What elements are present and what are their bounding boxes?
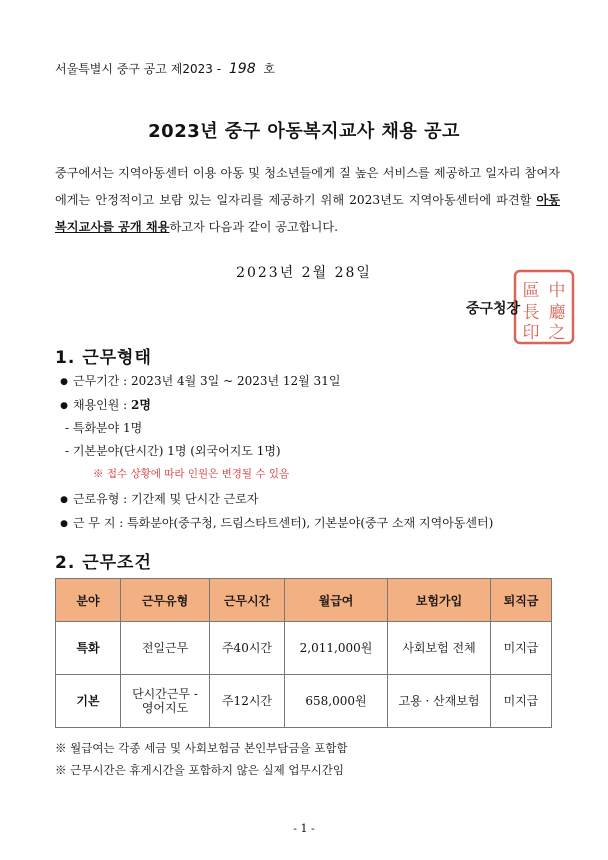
- cell-salary: 658,000원: [285, 675, 388, 728]
- cell-work-type: 전일근무: [121, 622, 210, 675]
- cell-insurance: 고용 · 산재보험: [388, 675, 491, 728]
- type-text: 근로유형 : 기간제 및 단시간 근로자: [73, 492, 259, 506]
- table-header-row: [56, 579, 552, 622]
- note-salary: ※ 월급여는 각종 세금 및 사회보험금 본인부담금을 포함함: [55, 741, 348, 755]
- bullet-icon: ●: [60, 376, 68, 387]
- cell-salary: 2,011,000원: [285, 622, 388, 675]
- notice-number-handwritten: 198: [228, 61, 256, 77]
- cell-severance: 미지급: [491, 675, 552, 728]
- signer: 중구청장: [466, 301, 521, 317]
- work-conditions-table: [55, 578, 552, 728]
- intro-emphasis: 아동복지교사를 공개 채용: [55, 193, 560, 234]
- table-notes: [55, 737, 348, 781]
- header-insurance: 보험가입: [388, 579, 491, 622]
- list-item-location: [55, 514, 493, 531]
- svg-text:廳: 廳: [548, 303, 566, 323]
- list-item-basic: - 기본분야(단시간) 1명 (외국어지도 1명): [65, 444, 281, 458]
- page-title: 2023년 중구 아동복지교사 채용 공고: [148, 121, 460, 142]
- svg-text:印: 印: [522, 323, 540, 343]
- cell-severance: 미지급: [491, 622, 552, 675]
- recruit-change-note: ※ 접수 상황에 따라 인원은 변경될 수 있음: [93, 468, 290, 480]
- svg-text:之: 之: [548, 323, 566, 343]
- period-text: 근무기간 : 2023년 4월 3일 ~ 2023년 12월 31일: [73, 374, 341, 388]
- section1-heading: 1. 근무형태: [55, 348, 152, 368]
- header-field: 분야: [56, 579, 121, 622]
- notice-number: [55, 60, 275, 77]
- svg-text:區: 區: [522, 281, 540, 301]
- svg-text:中: 中: [548, 281, 566, 301]
- list-item-type: [55, 490, 258, 507]
- page-number: - 1 -: [293, 822, 315, 835]
- cell-work-hours: 주40시간: [210, 622, 285, 675]
- table-row: [56, 675, 552, 728]
- intro-paragraph: [55, 160, 560, 241]
- notice-date: 2023년 2월 28일: [236, 265, 372, 281]
- list-item-period: [55, 372, 340, 389]
- header-work-hours: 근무시간: [210, 579, 285, 622]
- list-item-special: - 특화분야 1명: [65, 421, 143, 435]
- notice-number-suffix: 호: [263, 62, 276, 76]
- cell-work-hours: 주12시간: [210, 675, 285, 728]
- recruit-count: 2명: [131, 398, 151, 412]
- cell-field: 기본: [56, 675, 121, 728]
- section2-heading: 2. 근무조건: [55, 553, 152, 573]
- location-text: 근 무 지 : 특화분야(중구청, 드림스타트센터), 기본분야(중구 소재 지역아동센터): [73, 516, 494, 530]
- header-salary: 월급여: [285, 579, 388, 622]
- recruit-label: 채용인원 :: [73, 398, 132, 412]
- notice-number-prefix: 서울특별시 중구 공고 제2023 -: [55, 62, 222, 76]
- cell-insurance: 사회보험 전체: [388, 622, 491, 675]
- official-seal-stamp: [512, 268, 576, 346]
- bullet-icon: ●: [60, 400, 68, 411]
- intro-text-1: 중구에서는 지역아동센터 이용 아동 및 청소년들에게 질 높은 서비스를 제공하고 일자리 참여자에게는 안정적이고 보람 있는 일자리를 제공하기 위해 2023년도 지역아동센터에 파견할: [55, 166, 560, 207]
- list-item-recruit: [55, 396, 151, 413]
- cell-field: 특화: [56, 622, 121, 675]
- bullet-icon: ●: [60, 494, 68, 505]
- bullet-icon: ●: [60, 518, 68, 529]
- header-work-type: 근무유형: [121, 579, 210, 622]
- table-row: [56, 622, 552, 675]
- svg-text:長: 長: [522, 303, 540, 323]
- note-hours: ※ 근무시간은 휴게시간을 포함하지 않은 실제 업무시간임: [55, 763, 344, 777]
- intro-text-2: 하고자 다음과 같이 공고합니다.: [169, 220, 338, 234]
- cell-work-type: 단시간근무 -영어지도: [121, 675, 210, 728]
- header-severance: 퇴직금: [491, 579, 552, 622]
